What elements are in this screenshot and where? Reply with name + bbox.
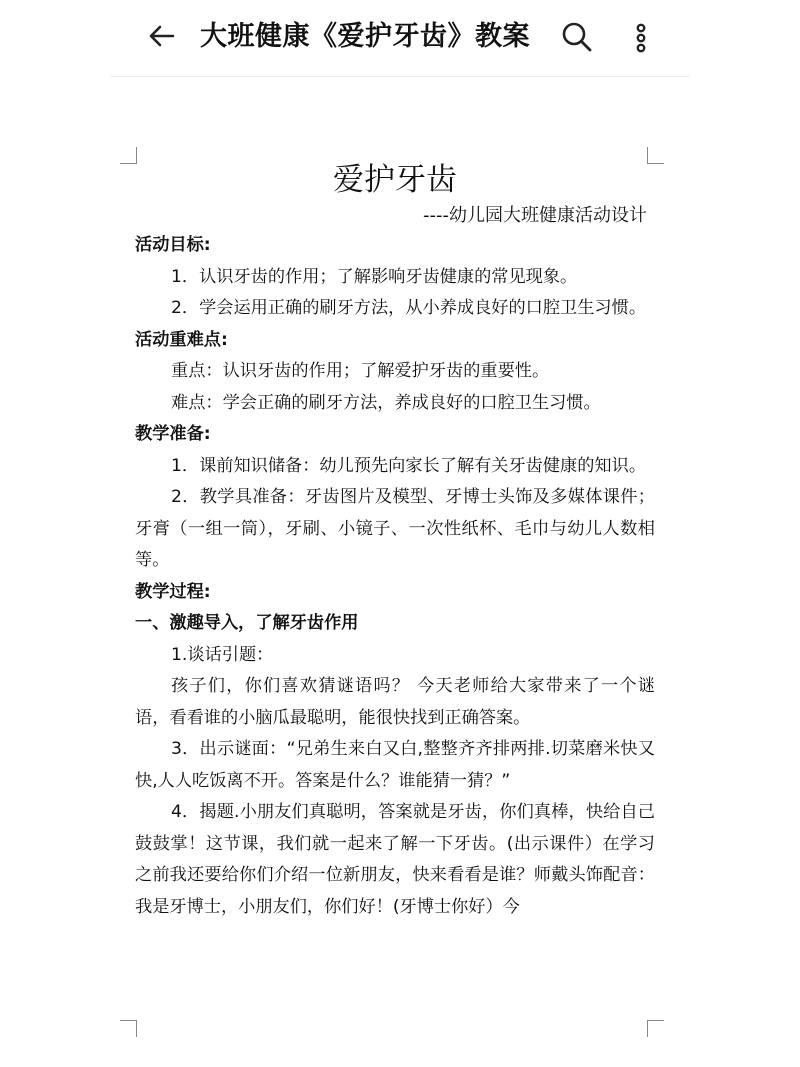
key-point: 重点：认识牙齿的作用；了解爱护牙齿的重要性。 xyxy=(171,361,550,381)
section-heading-process: 教学过程: xyxy=(135,581,211,602)
section-heading-key-points: 活动重难点: xyxy=(135,329,228,350)
process-step: 3．出示谜面：“兄弟生来白又白,整整齐齐排两排.切菜磨米快又快,人人吃饭离不开。答案是什么？谁能猜一猜？” xyxy=(135,739,655,791)
goal-item: 1．认识牙齿的作用；了解影响牙齿健康的常见现象。 xyxy=(171,266,578,287)
top-app-bar xyxy=(110,0,690,77)
more-options-button[interactable] xyxy=(628,20,658,56)
process-step: 4．揭题.小朋友们真聪明，答案就是牙齿，你们真棒，快给自己鼓鼓掌！这节课，我们就一起来了解一下牙齿。(出示课件）在学习之前我还要给你们介绍一位新朋友，快来看看是谁？师戴头饰配音：我是牙博士，小朋友们，你们好！(牙博士你好）今 xyxy=(135,802,655,917)
process-step-text: 孩子们，你们喜欢猜谜语吗？ 今天老师给大家带来了一个谜语，看看谁的小脑瓜最聪明，能很快找到正确答案。 xyxy=(135,676,655,728)
difficult-point: 难点：学会正确的刷牙方法，养成良好的口腔卫生习惯。 xyxy=(171,392,601,413)
document-subtitle: ----幼儿园大班健康活动设计 xyxy=(423,205,647,226)
prep-item: 2．教学具准备：牙齿图片及模型、牙博士头饰及多媒体课件；牙膏（一组一筒），牙刷、小镜子、一次性纸杯、毛巾与幼儿人数相等。 xyxy=(135,487,655,570)
page-title: 大班健康《爱护牙齿》教案 xyxy=(200,21,530,52)
section-heading-goals: 活动目标: xyxy=(135,235,211,255)
section-heading-preparation: 教学准备: xyxy=(135,424,211,444)
section-heading-intro: 一、激趣导入，了解牙齿作用 xyxy=(135,613,359,633)
prep-item: 1．课前知识储备：幼儿预先向家长了解有关牙齿健康的知识。 xyxy=(171,455,647,476)
process-step: 1.谈话引题： xyxy=(171,644,274,665)
arrow-left-icon xyxy=(147,21,177,51)
document-page xyxy=(135,160,655,923)
more-vertical-icon xyxy=(628,20,654,56)
goal-item: 2．学会运用正确的刷牙方法，从小养成良好的口腔卫生习惯。 xyxy=(171,298,647,318)
document-title: 爱护牙齿 xyxy=(333,162,457,198)
search-icon xyxy=(560,20,594,54)
page-corner-mark xyxy=(647,1020,664,1037)
page-corner-mark xyxy=(120,1020,137,1037)
search-button[interactable] xyxy=(560,20,596,56)
back-button[interactable] xyxy=(144,18,180,54)
